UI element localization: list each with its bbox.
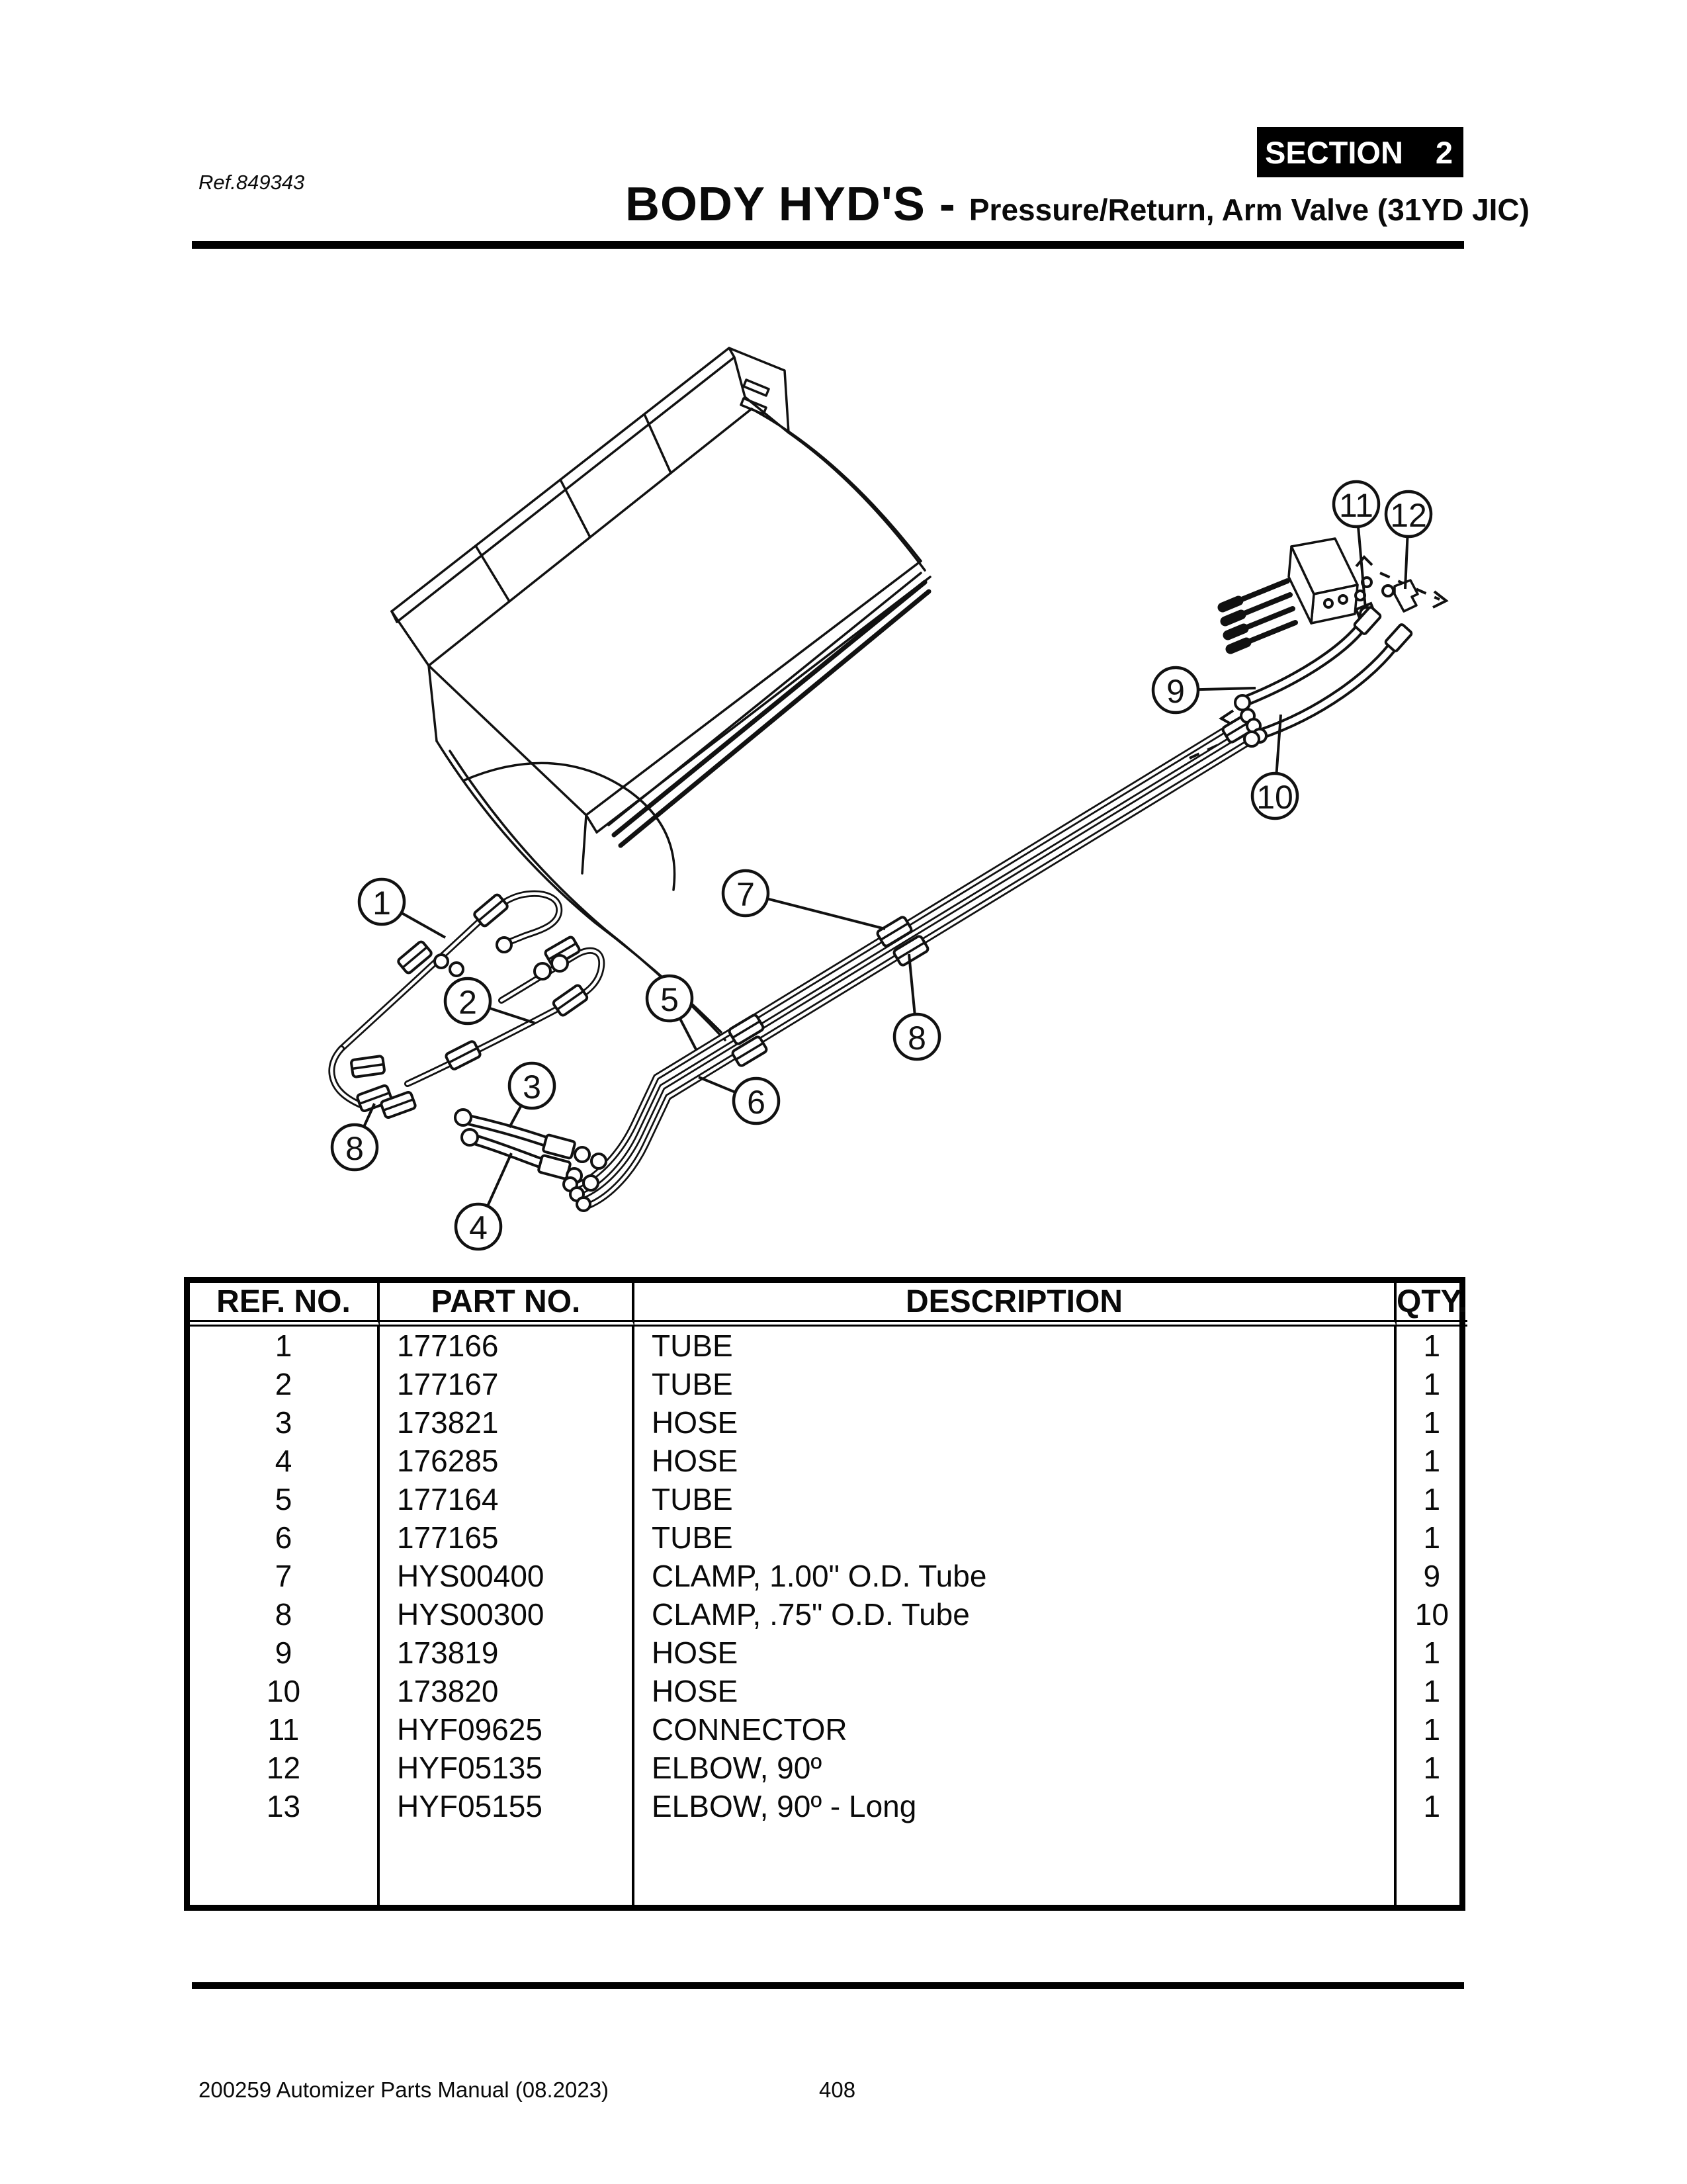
table-filler-cell xyxy=(380,1825,634,1905)
table-cell: 173819 xyxy=(380,1634,634,1672)
column-header-desc: DESCRIPTION xyxy=(634,1283,1397,1327)
table-cell: 1 xyxy=(1423,1482,1441,1516)
tube-run-drawing xyxy=(577,716,1260,1205)
table-cell: 1 xyxy=(1423,1367,1441,1401)
column-header-ref: REF. NO. xyxy=(190,1283,380,1327)
callout-number: 2 xyxy=(458,984,477,1021)
callout-layer xyxy=(332,482,1431,1249)
table-cell: 2 xyxy=(190,1365,380,1403)
table-cell: HYF09625 xyxy=(380,1710,634,1749)
table-cell: 173821 xyxy=(380,1403,634,1442)
table-cell: 1 xyxy=(1423,1674,1441,1708)
table-cell: TUBE xyxy=(634,1327,1397,1365)
table-filler-cell xyxy=(1397,1825,1467,1905)
table-filler-cell xyxy=(634,1825,1397,1905)
table-cell: 1 xyxy=(190,1327,380,1365)
table-cell: 5 xyxy=(190,1480,380,1518)
callout-number: 4 xyxy=(469,1209,488,1246)
clamp-drawings xyxy=(351,712,1258,1118)
table-cell: HYS00400 xyxy=(380,1557,634,1595)
table-cell: TUBE xyxy=(634,1365,1397,1403)
table-cell: 177167 xyxy=(380,1365,634,1403)
table-cell: HYF05135 xyxy=(380,1749,634,1787)
parts-diagram xyxy=(0,265,1687,1277)
table-cell: HOSE xyxy=(634,1442,1397,1480)
table-cell: 8 xyxy=(190,1595,380,1634)
table-cell: ELBOW, 90º - Long xyxy=(634,1787,1397,1825)
callout-number: 11 xyxy=(1339,487,1373,524)
table-cell: 1 xyxy=(1423,1751,1441,1785)
table-cell: 4 xyxy=(190,1442,380,1480)
footer-text: 200259 Automizer Parts Manual (08.2023) xyxy=(198,2077,609,2102)
footer-divider xyxy=(192,1982,1464,1989)
table-cell: CLAMP, .75" O.D. Tube xyxy=(634,1595,1397,1634)
callout-number: 10 xyxy=(1256,779,1293,816)
table-cell: HYF05155 xyxy=(380,1787,634,1825)
column-header-part: PART NO. xyxy=(380,1283,634,1327)
callout-number: 7 xyxy=(736,876,755,913)
table-cell: 1 xyxy=(1423,1520,1441,1555)
table-cell: 1 xyxy=(1423,1405,1441,1440)
table-cell: 1 xyxy=(1423,1329,1441,1363)
callout-number: 5 xyxy=(660,981,679,1018)
table-cell: 11 xyxy=(190,1710,380,1749)
callout-number: 9 xyxy=(1166,673,1185,710)
table-cell: 10 xyxy=(190,1672,380,1710)
truck-body-drawing xyxy=(392,348,930,1040)
callout-number: 12 xyxy=(1390,497,1427,534)
parts-table xyxy=(184,1277,1465,1911)
table-cell: 6 xyxy=(190,1518,380,1557)
table-cell: TUBE xyxy=(634,1480,1397,1518)
table-cell: 3 xyxy=(190,1403,380,1442)
section-label: SECTION xyxy=(1265,134,1403,170)
table-cell: HOSE xyxy=(634,1672,1397,1710)
table-cell: HOSE xyxy=(634,1403,1397,1442)
table-cell: 1 xyxy=(1423,1789,1441,1823)
title-main: BODY HYD'S - xyxy=(625,178,956,231)
table-cell: ELBOW, 90º xyxy=(634,1749,1397,1787)
table-cell: CONNECTOR xyxy=(634,1710,1397,1749)
page-number: 408 xyxy=(819,2077,856,2102)
table-cell: 177164 xyxy=(380,1480,634,1518)
section-badge xyxy=(1257,127,1463,177)
table-cell: TUBE xyxy=(634,1518,1397,1557)
callout-number: 1 xyxy=(372,885,391,922)
table-cell: 10 xyxy=(1414,1597,1449,1632)
callout-number: 8 xyxy=(345,1130,364,1167)
table-cell: 1 xyxy=(1423,1712,1441,1747)
table-cell: CLAMP, 1.00" O.D. Tube xyxy=(634,1557,1397,1595)
table-cell: 1 xyxy=(1423,1636,1441,1670)
table-cell: 9 xyxy=(1423,1559,1441,1593)
table-cell: 7 xyxy=(190,1557,380,1595)
page-title xyxy=(625,177,1530,232)
table-cell: 9 xyxy=(190,1634,380,1672)
table-cell: 177166 xyxy=(380,1327,634,1365)
column-header-qty: QTY. xyxy=(1397,1283,1467,1327)
section-number: 2 xyxy=(1435,134,1453,170)
callout-number: 3 xyxy=(523,1069,541,1106)
callout-number: 8 xyxy=(908,1020,926,1057)
table-cell: HOSE xyxy=(634,1634,1397,1672)
reference-number: Ref.849343 xyxy=(198,171,305,194)
table-filler-cell xyxy=(190,1825,380,1905)
tube-2-drawing xyxy=(408,951,601,1084)
table-cell: 13 xyxy=(190,1787,380,1825)
table-cell: 12 xyxy=(190,1749,380,1787)
callout-number: 6 xyxy=(747,1084,765,1121)
table-cell: 1 xyxy=(1423,1444,1441,1478)
table-cell: 173820 xyxy=(380,1672,634,1710)
title-subtitle: Pressure/Return, Arm Valve (31YD JIC) xyxy=(969,193,1530,227)
header-divider xyxy=(192,241,1464,249)
table-cell: 176285 xyxy=(380,1442,634,1480)
table-cell: 177165 xyxy=(380,1518,634,1557)
table-cell: HYS00300 xyxy=(380,1595,634,1634)
